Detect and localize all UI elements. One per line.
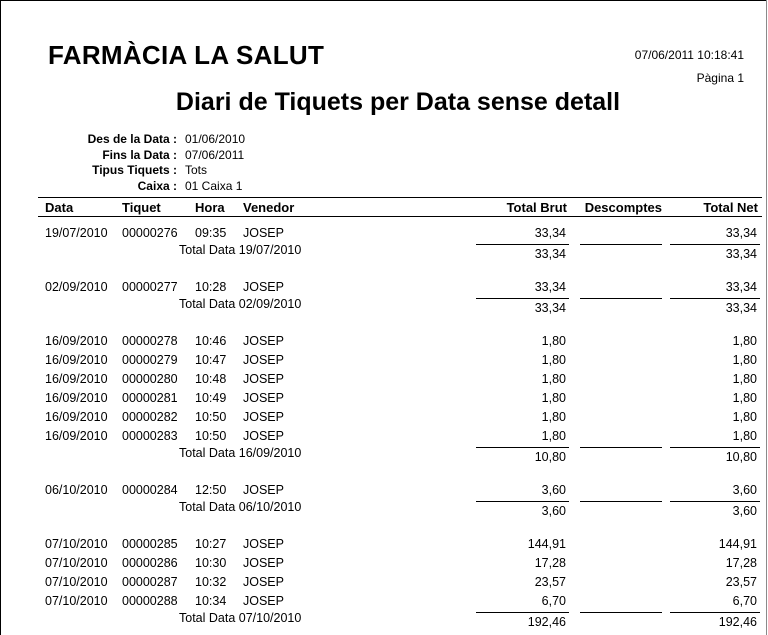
column-header-data: Data [45, 200, 74, 215]
subtotal-rule [580, 298, 662, 299]
cell-hora: 10:50 [195, 429, 227, 443]
cell-venedor: JOSEP [243, 537, 284, 551]
subtotal-rule [670, 447, 760, 448]
filter-value: Tots [185, 163, 208, 177]
group-total-label: Total Data 02/09/2010 [179, 297, 302, 311]
cell-venedor: JOSEP [243, 226, 284, 240]
cell-hora: 10:28 [195, 280, 227, 294]
group-total-net: 10,80 [725, 450, 757, 464]
cell-total-brut: 1,80 [541, 334, 566, 348]
column-header-total-brut: Total Brut [506, 200, 567, 215]
subtotal-rule [670, 501, 760, 502]
cell-hora: 10:49 [195, 391, 227, 405]
cell-hora: 10:47 [195, 353, 227, 367]
subtotal-rule [580, 501, 662, 502]
group-total-label: Total Data 06/10/2010 [179, 500, 302, 514]
subtotal-rule [580, 447, 662, 448]
cell-total-net: 1,80 [732, 334, 757, 348]
group-total-net: 33,34 [725, 301, 757, 315]
filter-value: 07/06/2011 [185, 147, 245, 162]
cell-total-brut: 1,80 [541, 429, 566, 443]
column-header-venedor: Venedor [243, 200, 295, 215]
cell-venedor: JOSEP [243, 483, 284, 497]
cell-venedor: JOSEP [243, 410, 284, 424]
group-total-label: Total Data 07/10/2010 [179, 611, 302, 625]
filter-label: Caixa : [137, 178, 177, 193]
subtotal-rule [580, 244, 662, 245]
subtotal-rule [476, 612, 569, 613]
cell-hora: 10:50 [195, 410, 227, 424]
cell-tiquet: 00000285 [122, 537, 178, 551]
cell-venedor: JOSEP [243, 334, 284, 348]
subtotal-rule [476, 447, 569, 448]
cell-data: 02/09/2010 [45, 280, 108, 294]
cell-total-net: 1,80 [732, 429, 757, 443]
cell-total-brut: 23,57 [534, 575, 566, 589]
cell-tiquet: 00000284 [122, 483, 178, 497]
cell-hora: 10:32 [195, 575, 227, 589]
cell-total-brut: 144,91 [527, 537, 566, 551]
cell-venedor: JOSEP [243, 391, 284, 405]
cell-tiquet: 00000286 [122, 556, 178, 570]
cell-total-brut: 1,80 [541, 353, 566, 367]
cell-venedor: JOSEP [243, 372, 284, 386]
report-title: Diari de Tiquets per Data sense detall [175, 88, 621, 116]
cell-hora: 10:30 [195, 556, 227, 570]
cell-total-net: 6,70 [732, 594, 757, 608]
cell-tiquet: 00000288 [122, 594, 178, 608]
subtotal-rule [580, 612, 662, 613]
group-total-net: 3,60 [732, 504, 757, 518]
cell-tiquet: 00000282 [122, 410, 178, 424]
cell-tiquet: 00000276 [122, 226, 178, 240]
cell-tiquet: 00000287 [122, 575, 178, 589]
cell-total-net: 3,60 [732, 483, 757, 497]
cell-total-brut: 1,80 [541, 410, 566, 424]
cell-venedor: JOSEP [243, 429, 284, 443]
cell-venedor: JOSEP [243, 280, 284, 294]
filter-value: 01/06/2010 [185, 132, 246, 146]
cell-data: 16/09/2010 [45, 334, 108, 348]
subtotal-rule [476, 298, 569, 299]
cell-data: 16/09/2010 [45, 391, 108, 405]
cell-data: 16/09/2010 [45, 410, 108, 424]
group-total-brut: 33,34 [534, 247, 566, 261]
subtotal-rule [670, 612, 760, 613]
cell-tiquet: 00000279 [122, 353, 178, 367]
cell-data: 06/10/2010 [45, 483, 108, 497]
cell-hora: 09:35 [195, 226, 227, 240]
cell-total-brut: 33,34 [534, 280, 566, 294]
column-header-hora: Hora [195, 200, 225, 215]
cell-data: 19/07/2010 [45, 226, 108, 240]
group-total-net: 192,46 [718, 615, 757, 629]
cell-total-net: 1,80 [732, 353, 757, 367]
cell-total-net: 33,34 [725, 226, 757, 240]
cell-total-net: 23,57 [725, 575, 757, 589]
cell-hora: 10:34 [195, 594, 227, 608]
cell-total-net: 144,91 [718, 537, 757, 551]
subtotal-rule [476, 244, 569, 245]
group-total-brut: 33,34 [534, 301, 566, 315]
cell-tiquet: 00000280 [122, 372, 178, 386]
cell-venedor: JOSEP [243, 556, 284, 570]
cell-total-net: 33,34 [725, 280, 757, 294]
page-border [0, 0, 767, 1]
group-total-net: 33,34 [725, 247, 757, 261]
cell-total-brut: 1,80 [541, 372, 566, 386]
group-total-label: Total Data 19/07/2010 [179, 243, 302, 257]
filter-value: 01 Caixa 1 [185, 178, 243, 193]
cell-total-net: 17,28 [725, 556, 757, 570]
cell-data: 16/09/2010 [45, 372, 108, 386]
header-top-rule [38, 197, 762, 198]
report-datetime: 07/06/2011 10:18:41 [634, 48, 744, 62]
cell-data: 07/10/2010 [45, 594, 108, 608]
filter-label: Fins la Data : [102, 147, 177, 162]
cell-tiquet: 00000283 [122, 429, 178, 443]
cell-total-net: 1,80 [732, 372, 757, 386]
group-total-brut: 3,60 [541, 504, 566, 518]
cell-venedor: JOSEP [243, 594, 284, 608]
subtotal-rule [670, 244, 760, 245]
group-total-label: Total Data 16/09/2010 [179, 446, 302, 460]
column-header-descomptes: Descomptes [584, 200, 662, 215]
subtotal-rule [476, 501, 569, 502]
cell-venedor: JOSEP [243, 353, 284, 367]
filter-label: Tipus Tiquets : [92, 163, 177, 177]
company-name: FARMÀCIA LA SALUT [48, 40, 325, 70]
column-header-total-net: Total Net [703, 200, 758, 215]
cell-total-brut: 17,28 [534, 556, 566, 570]
cell-total-brut: 6,70 [541, 594, 566, 608]
cell-tiquet: 00000278 [122, 334, 178, 348]
cell-data: 07/10/2010 [45, 537, 108, 551]
page-number: Pàgina 1 [696, 71, 744, 85]
subtotal-rule [670, 298, 760, 299]
cell-total-net: 1,80 [732, 391, 757, 405]
cell-hora: 10:46 [195, 334, 227, 348]
cell-tiquet: 00000281 [122, 391, 178, 405]
cell-data: 07/10/2010 [45, 575, 108, 589]
cell-total-net: 1,80 [732, 410, 757, 424]
cell-total-brut: 3,60 [541, 483, 566, 497]
cell-hora: 10:48 [195, 372, 227, 386]
cell-data: 16/09/2010 [45, 353, 108, 367]
cell-hora: 10:27 [195, 537, 227, 551]
cell-tiquet: 00000277 [122, 280, 178, 294]
group-total-brut: 10,80 [534, 450, 566, 464]
cell-data: 16/09/2010 [45, 429, 108, 443]
group-total-brut: 192,46 [527, 615, 566, 629]
filter-label: Des de la Data : [87, 132, 177, 146]
column-header-tiquet: Tiquet [122, 200, 161, 215]
cell-data: 07/10/2010 [45, 556, 108, 570]
cell-total-brut: 1,80 [541, 391, 566, 405]
cell-venedor: JOSEP [243, 575, 284, 589]
header-bottom-rule [38, 216, 762, 217]
cell-hora: 12:50 [195, 483, 227, 497]
cell-total-brut: 33,34 [534, 226, 566, 240]
